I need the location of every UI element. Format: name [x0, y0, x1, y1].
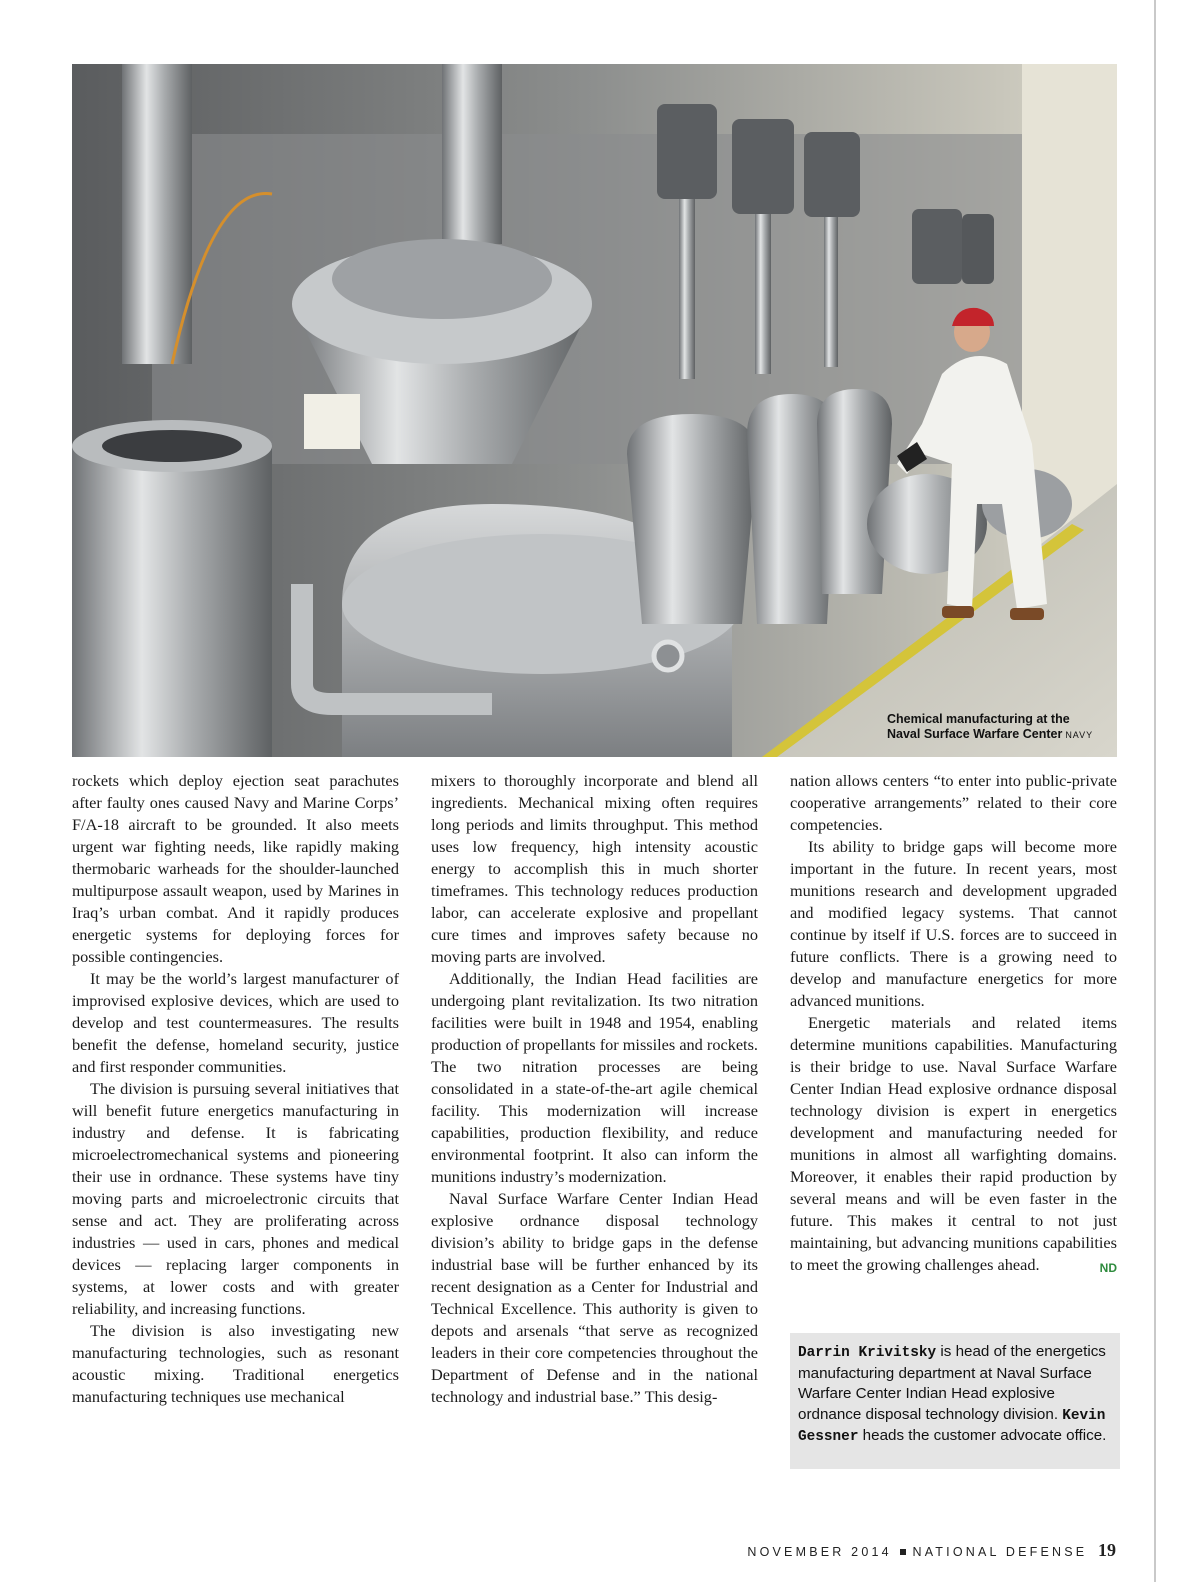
photo-credit: NAVY [1065, 729, 1094, 740]
paragraph: Additionally, the Indian Head facilities are undergoing plant revitalization. Its two nitration facilities were built in 1948 and 1954, enabling production of propellants for missiles and rockets. The two nitration processes are being consolidated in a state-of-the-art agile chemical facility. This modernization will increase capabilities, production flexibility, and reduce environmental footprint. It also can inform the munitions industry’s modernization. [431, 969, 758, 1186]
end-mark: ND [1099, 1261, 1117, 1275]
paragraph: The division is also investigating new manufacturing technologies, such as resonant acoustic mixing. Traditional energetics manufacturing techniques use mechanical [72, 1321, 399, 1406]
page-number: 19 [1098, 1540, 1116, 1560]
author-bio-box [790, 1333, 1120, 1469]
page-edge-line [1154, 0, 1156, 1582]
issue-date: NOVEMBER 2014 [747, 1545, 892, 1559]
caption-line-2 [887, 727, 1107, 743]
caption-line-2-text: Naval Surface Warfare Center [887, 726, 1063, 741]
page-footer [747, 1540, 1116, 1561]
article-column-1 [72, 770, 399, 1408]
paragraph: The division is pursuing several initiatives that will benefit future energetics manufacturing in industry and defense. It is fabricating microelectromechanical systems and pioneering their use in ordnance. These systems have tiny moving parts and microelectronic circuits that sense and act. They are proliferating across industries — used in cars, phones and medical devices — replacing larger components in systems, at lower costs and with greater reliability, and increasing functions. [72, 1079, 399, 1318]
author-name: Kevin Gessner [798, 1407, 1106, 1445]
photo-illustration [72, 64, 1117, 757]
paragraph: mixers to thoroughly incorporate and blend all ingredients. Mechanical mixing often requires long periods and limits throughput. This method uses low frequency, high intensity acoustic energy to accomplish this in much shorter timeframes. This technology reduces production labor, can accelerate explosive and propellant cure times and improves safety because no moving parts are involved. [431, 771, 758, 966]
paragraph-text: Energetic materials and related items determine munitions capabilities. Manufacturing is their bridge to use. Naval Surface Warfare Center Indian Head explosive ordnance disposal technology division is expert in energetics development and manufacturing needed for munitions in almost all warfighting domains. Moreover, it enables their rapid production by several means and will be even faster in the future. This makes it central to not just maintaining, but advancing munitions capabilities to meet the growing challenges ahead. [790, 1013, 1117, 1274]
paragraph: Its ability to bridge gaps will become more important in the future. In recent years, most munitions research and development upgraded and modified legacy systems. That cannot continue by itself if U.S. forces are to succeed in future conflicts. There is a growing need to develop and manufacture energetics for more advanced munitions. [790, 837, 1117, 1010]
paragraph: It may be the world’s largest manufacturer of improvised explosive devices, which are used to develop and test countermeasures. The results benefit the defense, homeland security, justice and first responder communities. [72, 969, 399, 1076]
paragraph: Naval Surface Warfare Center Indian Head explosive ordnance disposal technology division’s ability to bridge gaps in the defense industrial base will be further enhanced by its recent designation as a Center for Industrial and Technical Excellence. This authority is given to depots and arsenals “that serve as recognized leaders in their core competencies throughout the Department of Defense and in the national technology and industrial base.” This desig- [431, 1189, 758, 1406]
photo-caption [887, 712, 1107, 742]
publication-name: NATIONAL DEFENSE [912, 1545, 1088, 1559]
paragraph [790, 1012, 1117, 1276]
paragraph: nation allows centers “to enter into public-private cooperative arrangements” related to their core competencies. [790, 771, 1117, 834]
bio-text: heads the customer advocate office. [858, 1427, 1107, 1444]
paragraph: rockets which deploy ejection seat parachutes after faulty ones caused Navy and Marine Corps’ F/A-18 aircraft to be grounded. It also meets urgent war fighting needs, like rapidly making thermobaric warheads for the shoulder-launched multipurpose assault weapon, used by Marines in Iraq’s urban combat. And it rapidly produces energetic systems for deploying forces for possible contingencies. [72, 771, 399, 966]
caption-line-1: Chemical manufacturing at the [887, 712, 1070, 726]
article-column-3 [790, 770, 1117, 1279]
bio-text: is head of the energetics manufacturing department at Naval Surface Warfare Center Indian Head explosive ordnance disposal technology division. [798, 1343, 1106, 1423]
article-column-2 [431, 770, 758, 1408]
author-name: Darrin Krivitsky [798, 1345, 937, 1361]
feature-photo [72, 64, 1117, 757]
bullet-separator [900, 1549, 906, 1555]
